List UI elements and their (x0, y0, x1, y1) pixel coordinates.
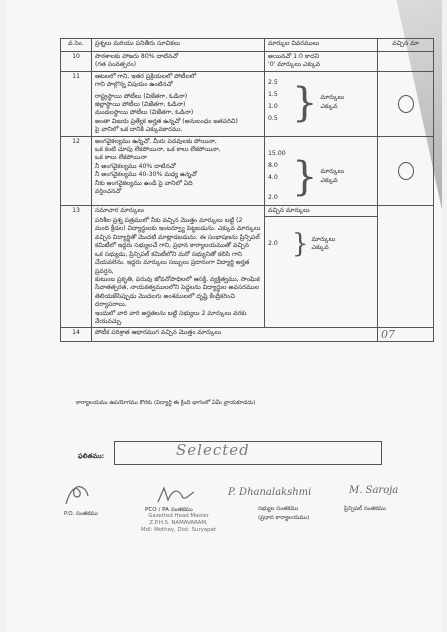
row-11-line: అంతా విజయ ప్రత్యేక అర్హత ఉన్నచో (అనుబంధం జతపరిచి) (95, 117, 238, 125)
row-10-marks-line: '0' మార్కులు ఎక్కువ (268, 61, 321, 69)
row-13-line: చేయవలెను. ఇద్దరు మార్కులు సబ్బులు ప్రదానంగా విద్యార్థి అర్హత ప్రవర్తన, (95, 259, 250, 275)
row-13-line: మంది క్రీడల) విద్యార్థులకు ఇంటర్వ్యూ పెట్టబడును. ఎక్కువ మార్కులు (95, 225, 261, 233)
row-12-mark: 15.00 (268, 149, 286, 157)
po-signature-caption: P.O. సంతకము (64, 511, 98, 517)
row-14-score-value: 07 (381, 328, 395, 342)
row-12-line: నీకు అంగవైకల్యము ఉండి పై వానిలో ఏది (95, 179, 193, 187)
row-14-desc: పోటీక పరిశ్రాత ఆధారముగ వచ్చిన మొత్తం మార్కులు (92, 328, 378, 342)
row-12-marks-label: మార్కులు (320, 168, 345, 176)
table-header-row (61, 39, 434, 52)
row-13-line: కమిటీలో ఇద్దరు సభ్యులచే గాని, ప్రధాన కార్యాలయముతో వచ్చిన (95, 242, 249, 250)
row-11-line: గాని పాల్గొన్న విషయం ఉంటినచో (95, 81, 173, 89)
stamp-line: Gazetted Head Master (148, 513, 209, 519)
row-11-mark: 1.5 (268, 90, 278, 98)
row-13-line: వేయవచ్చు. (95, 317, 123, 325)
row-12-mark: 2.0 (268, 193, 278, 201)
school-stamp (141, 513, 216, 534)
row-12-line: ఒక కాలు లేకపోయినా (95, 154, 147, 162)
row-14-num: 14 (61, 328, 92, 342)
row-12-line: నీ అంగవైకల్యము 40-30% మధ్య ఉన్నచో (95, 171, 198, 179)
row-12-brace: } (292, 153, 318, 200)
handwritten-zero (398, 162, 414, 180)
row-13-mark: 2.0 (268, 239, 278, 247)
row-11-marks-label: ఎక్కువ (320, 102, 338, 110)
row-13-marks-label: మార్కులు (311, 235, 336, 243)
row-13-marks-title: వచ్చిన మార్కులు (265, 206, 377, 217)
row-13-num: 13 (61, 205, 92, 328)
row-11-score (378, 71, 434, 136)
principal-signature-caption: ప్రిన్సిపల్ సంతకము (344, 506, 386, 512)
row-12-mark: 4.0 (268, 173, 278, 181)
member-signature: P. Dhanalakshmi (228, 487, 312, 498)
row-11-line: మండలస్థాయి పోటీలు (విజేతగా, ఓడినా) (95, 109, 194, 117)
row-13-line: తెలియజేసిప్పుడు మొదలగు అంశములలో దృష్టి కేంద్రీకరించి దర్యాపరాలు. (95, 292, 235, 309)
row-10-marks (265, 52, 378, 72)
row-13-line: ఒక సభ్యుడు, ప్రిన్సిపల్ కమిటీలోని మరో సభ్యునితో కలిసి గాని (95, 250, 242, 258)
row-12 (61, 136, 434, 205)
header-serial: వ.సెం. (61, 39, 92, 52)
member-signature-subcaption: (ప్రధాన కార్యాలయము) (258, 515, 310, 521)
po-signature-mark (62, 482, 92, 508)
result-label: ఫలితము: (78, 452, 105, 460)
header-marks-details: మార్కుల వివరములు (265, 39, 378, 52)
row-12-marks (265, 136, 378, 205)
row-10 (61, 52, 434, 72)
stamp-line: Z.P.H.S. NAMAVARAM, (149, 520, 208, 526)
row-12-line: నీ అంగవైకల్యము 40% దాటినచో (95, 162, 176, 170)
row-12-desc (92, 136, 265, 205)
office-use-note: కార్యాలయము ఉపయోగము కొరకు (విద్యార్థి ఈ క్రింది భాగంలో ఏమీ వ్రాయకూడదు) (76, 400, 256, 406)
row-11-mark: 0.5 (268, 114, 278, 122)
stamp-line: Mdl: Mothey, Dist: Suryapet (141, 527, 217, 533)
row-13-brace: } (292, 229, 309, 260)
row-10-line: పాఠశాలకు హాజరు 80% దాటినచో (95, 53, 179, 60)
row-10-marks-line: అయినచో 1.0 కాదని (268, 53, 320, 60)
row-10-desc (92, 52, 265, 72)
row-13-marks-label: ఎక్కువ (311, 244, 329, 252)
result-value: Selected (176, 441, 250, 459)
row-11-brace: } (292, 79, 318, 126)
header-marks-obtained: వచ్చిన మా (378, 39, 434, 52)
row-10-line: (గత సంవత్సరం) (95, 61, 137, 69)
row-12-line: వర్తించనచో (95, 188, 122, 196)
principal-signature: M. Saroja (349, 485, 399, 496)
row-13-line: సేవాతత్పరత, నాయకత్వములలోని పెద్దలను విద్యార్థుల అవసరముల (95, 284, 259, 292)
row-11-num: 11 (61, 71, 92, 136)
row-10-score (378, 52, 434, 72)
pco-signature-mark (156, 484, 196, 506)
row-12-mark: 8.0 (268, 161, 278, 169)
row-13-desc (92, 205, 265, 328)
member-signature-caption: సభ్యుల సంతకము (258, 506, 299, 512)
row-12-score (378, 136, 434, 205)
row-14-score (378, 328, 434, 342)
row-11-marks-label: మార్కులు (320, 94, 345, 102)
row-13-line: కుటుంబ ప్రకృతి, పరువు జోవనోపాధిలలో ఆసక్తి, వ్యక్తిత్వము, సాంఘిక (95, 275, 260, 283)
row-12-line: అంగవైకల్యము ఉన్నచో, మీరు పదవులకు పోయినా, (95, 137, 217, 145)
row-11-line: పై వానిలో ఒక దానికి ఎక్కువకారము. (95, 126, 183, 134)
row-13-line: వచ్చిన విద్యార్థితో మొదటి మాట్లాడబడును. ఈ సంభాషణను ప్రిన్సిపల్ (95, 233, 260, 241)
row-13-line: ఇందులో వారి వారి అర్హతలను బట్టి సభ్యులు 2 మార్కులు వరకు (95, 309, 247, 317)
row-11-mark: 2.5 (268, 78, 278, 86)
row-11 (61, 71, 434, 136)
row-13-line: పరిశీల ప్రశ్న పత్రములో నీకు వచ్చిన మొత్తం మార్కులు బట్టి (2 (95, 217, 243, 225)
row-12-line: ఒక కంటి చూపు లేకపోయినా, ఒక కాలు లేకపోయినా, (95, 146, 221, 154)
header-questions: ప్రశ్నలు మరియు పనితీరు సూచికలు (92, 39, 265, 52)
row-11-marks (265, 71, 378, 136)
row-11-line: జిల్లాస్థాయి పోటీలు (విజేతగా, ఓడినా) (95, 101, 186, 109)
pco-signature-caption: PCO / PA సంతకము (145, 507, 193, 513)
row-10-num: 10 (61, 52, 92, 72)
row-13-score (378, 205, 434, 328)
row-11-mark: 1.0 (268, 102, 278, 110)
row-13-marks (265, 205, 378, 328)
selection-criteria-table (60, 38, 434, 342)
row-11-line: రాష్ట్రస్థాయి పోటీలు (విజేతగా, ఓడినా) (95, 92, 188, 100)
row-14 (61, 328, 434, 342)
row-13-title: సమాచార మార్కులు (95, 206, 145, 214)
row-13 (61, 205, 434, 328)
scanned-page (6, 0, 442, 632)
row-12-marks-label: ఎక్కువ (320, 176, 338, 184)
row-12-num: 12 (61, 136, 92, 205)
row-11-line: ఆటలలో గాని, ఇతర ప్రక్రియలలో పోటీలలో (95, 72, 197, 80)
row-11-desc (92, 71, 265, 136)
handwritten-zero (398, 95, 414, 113)
